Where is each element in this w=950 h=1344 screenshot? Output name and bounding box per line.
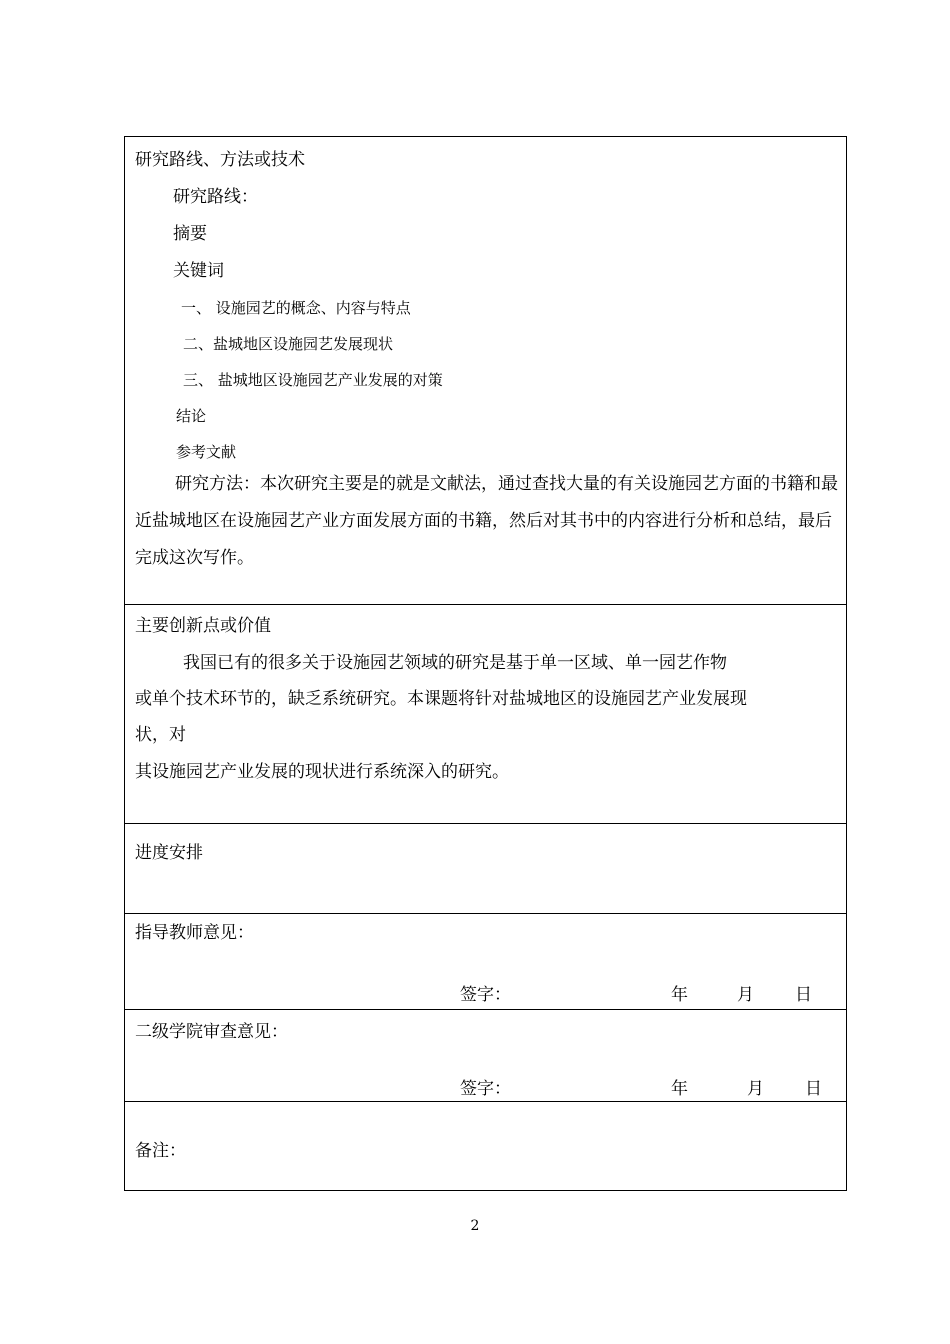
- outline-item-3: 三、 盐城地区设施园艺产业发展的对策: [183, 371, 443, 389]
- notes-heading: 备注：: [135, 1141, 186, 1161]
- college-year-label: 年: [671, 1079, 688, 1099]
- schedule-heading: 进度安排: [135, 843, 203, 863]
- research-section: [125, 137, 846, 605]
- college-review-section: [125, 1010, 846, 1102]
- research-heading: 研究路线、方法或技术: [135, 150, 305, 170]
- proposal-form-table: [124, 136, 847, 1191]
- innovation-section: [125, 605, 846, 824]
- notes-section: [125, 1102, 846, 1190]
- research-route-label: 研究路线：: [173, 187, 258, 207]
- research-method-paragraph: 研究方法：本次研究主要是的就是文献法，通过查找大量的有关设施园艺方面的书籍和最近盐城地区在设施园艺产业方面发展方面的书籍，然后对其书中的内容进行分析和总结，最后完成这次写作。: [135, 474, 838, 568]
- outline-keywords: 关键词: [173, 261, 224, 281]
- advisor-section: [125, 914, 846, 1010]
- college-day-label: 日: [805, 1079, 822, 1099]
- college-signature-label: 签字：: [460, 1079, 511, 1099]
- outline-conclusion: 结论: [176, 407, 207, 425]
- advisor-day-label: 日: [795, 985, 812, 1005]
- innovation-line-3: 状，对: [135, 725, 186, 745]
- college-month-label: 月: [747, 1079, 764, 1099]
- outline-abstract: 摘要: [173, 224, 207, 244]
- innovation-line-4: 其设施园艺产业发展的现状进行系统深入的研究。: [135, 762, 509, 782]
- innovation-line-2: 或单个技术环节的，缺乏系统研究。本课题将针对盐城地区的设施园艺产业发展现: [135, 689, 747, 709]
- page-number: 2: [470, 1218, 480, 1234]
- outline-item-1: 一、 设施园艺的概念、内容与特点: [181, 299, 411, 317]
- advisor-signature-label: 签字：: [460, 985, 511, 1005]
- advisor-heading: 指导教师意见：: [135, 923, 254, 943]
- advisor-year-label: 年: [671, 985, 688, 1005]
- outline-item-2: 二、盐城地区设施园艺发展现状: [183, 335, 394, 353]
- innovation-heading: 主要创新点或价值: [135, 616, 271, 636]
- innovation-line-1: 我国已有的很多关于设施园艺领域的研究是基于单一区域、单一园艺作物: [183, 653, 727, 673]
- college-review-heading: 二级学院审查意见：: [135, 1022, 288, 1042]
- outline-references: 参考文献: [176, 443, 237, 461]
- schedule-section: [125, 824, 846, 914]
- advisor-month-label: 月: [737, 985, 754, 1005]
